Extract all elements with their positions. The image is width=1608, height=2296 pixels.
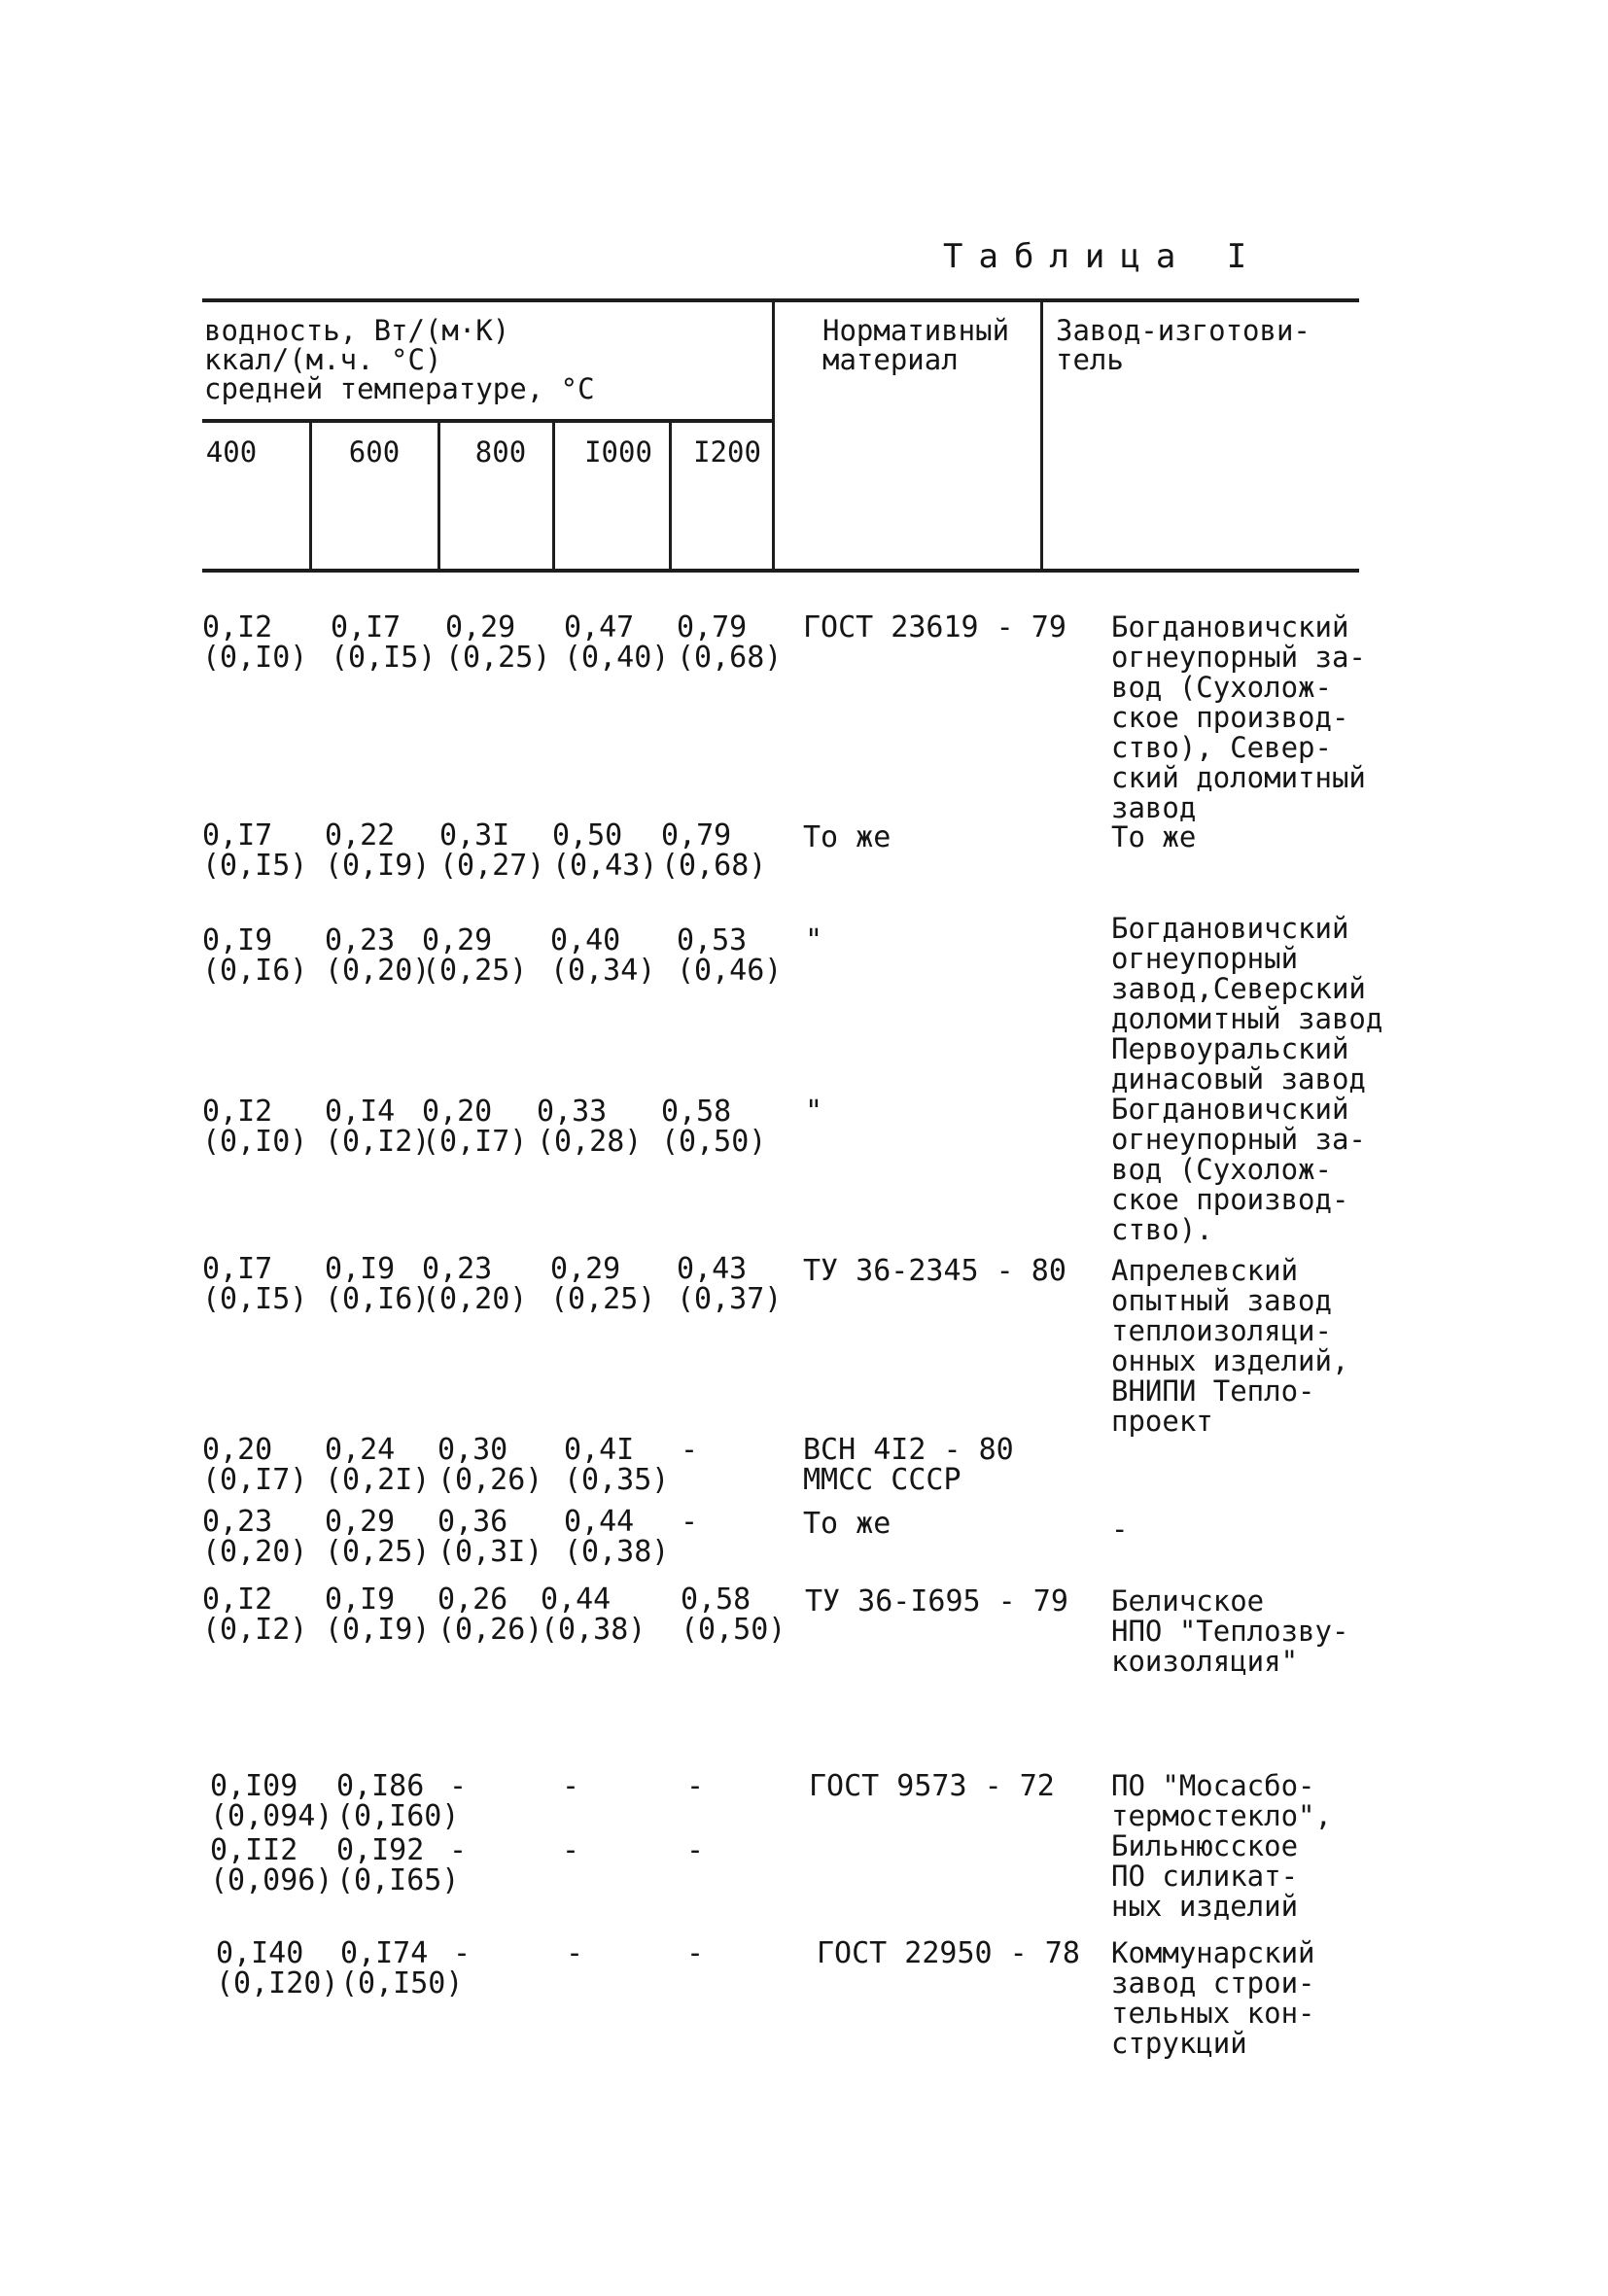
row2-v600: 0,22 (0,I9): [325, 818, 431, 883]
row8-v400: 0,I2 (0,I2): [202, 1583, 308, 1647]
row11-standard: ГОСТ 22950 - 78: [817, 1936, 1080, 1970]
header-subrule: [202, 419, 774, 423]
row7-manufacturer: -: [1111, 1513, 1129, 1546]
row9-v1200: -: [686, 1769, 705, 1803]
row5-v400: 0,I7 (0,I5): [202, 1252, 308, 1316]
row2-v1000: 0,50 (0,43): [552, 818, 658, 883]
row6-v600: 0,24 (0,2I): [325, 1433, 431, 1497]
row3-v1200: 0,53 (0,46): [677, 923, 783, 988]
row5-v1000: 0,29 (0,25): [550, 1252, 656, 1316]
row10-v1200: -: [686, 1833, 705, 1867]
row1-v1200: 0,79 (0,68): [677, 610, 783, 675]
row2-standard: То же: [803, 820, 891, 854]
row3-v1000: 0,40 (0,34): [550, 923, 656, 988]
row11-v400: 0,I40 (0,I20): [216, 1936, 339, 2000]
row8-v1200: 0,58 (0,50): [681, 1583, 787, 1647]
temp-800: 800: [474, 435, 527, 469]
col-rule-1: [309, 419, 312, 571]
row2-v1200: 0,79 (0,68): [661, 818, 767, 883]
row5-standard: ТУ 36-2345 - 80: [803, 1254, 1066, 1288]
row6-v400: 0,20 (0,I7): [202, 1433, 308, 1497]
header-bottom-rule: [202, 569, 1359, 573]
row6-v800: 0,30 (0,26): [437, 1433, 543, 1497]
row9-v600: 0,I86 (0,I60): [336, 1769, 460, 1833]
row5-v1200: 0,43 (0,37): [677, 1252, 783, 1316]
header-top-rule: [202, 298, 1359, 302]
row5-v800: 0,23 (0,20): [422, 1252, 528, 1316]
col-rule-6: [1040, 298, 1043, 571]
row8-standard: ТУ 36-I695 - 79: [805, 1584, 1068, 1618]
row4-v1000: 0,33 (0,28): [537, 1095, 643, 1159]
row11-v800: -: [453, 1936, 472, 1970]
row10-v400: 0,II2 (0,096): [210, 1833, 333, 1897]
row10-v1000: -: [562, 1833, 580, 1867]
row8-v800: 0,26 (0,26): [437, 1583, 543, 1647]
row8-v600: 0,I9 (0,I9): [325, 1583, 431, 1647]
row10-v600: 0,I92 (0,I65): [336, 1833, 460, 1897]
row5-v600: 0,I9 (0,I6): [325, 1252, 431, 1316]
row2-manufacturer: То же: [1111, 820, 1197, 853]
row3-v400: 0,I9 (0,I6): [202, 923, 308, 988]
row9-v400: 0,I09 (0,094): [210, 1769, 333, 1833]
row1-v800: 0,29 (0,25): [445, 610, 551, 675]
temp-600: 600: [348, 435, 401, 469]
row7-v800: 0,36 (0,3I): [437, 1505, 543, 1569]
row7-v600: 0,29 (0,25): [325, 1505, 431, 1569]
temp-1000: I000: [584, 435, 652, 469]
row4-standard: ": [805, 1095, 823, 1129]
row10-v800: -: [449, 1833, 468, 1867]
row4-v800: 0,20 (0,I7): [422, 1095, 528, 1159]
col-rule-5: [772, 298, 775, 571]
row11-v1000: -: [566, 1936, 584, 1970]
row2-v800: 0,3I (0,27): [439, 818, 545, 883]
row11-v600: 0,I74 (0,I50): [340, 1936, 464, 2000]
col-rule-3: [552, 419, 555, 571]
row3-v800: 0,29 (0,25): [422, 923, 528, 988]
row2-v400: 0,I7 (0,I5): [202, 818, 308, 883]
row8-v1000: 0,44 (0,38): [541, 1583, 647, 1647]
row7-v1200: -: [681, 1505, 699, 1539]
row7-v1000: 0,44 (0,38): [564, 1505, 670, 1569]
temp-1200: I200: [693, 435, 761, 469]
row7-v400: 0,23 (0,20): [202, 1505, 308, 1569]
row4-v1200: 0,58 (0,50): [661, 1095, 767, 1159]
row3-manufacturer: Богдановичский огнеупорный завод,Северский доломитный завод Первоуральский динасовый завод: [1111, 912, 1383, 1096]
row11-manufacturer: Коммунарский завод строи- тельных кон- струкций: [1111, 1936, 1315, 2060]
table-caption: Таблица I: [943, 237, 1263, 276]
row5-manufacturer: Апрелевский опытный завод теплоизоляци- онных изделий, ВНИПИ Тепло- проект: [1111, 1254, 1349, 1438]
row1-standard: ГОСТ 23619 - 79: [803, 610, 1066, 644]
header-standard: Нормативный материал: [822, 314, 1010, 376]
row4-v600: 0,I4 (0,I2): [325, 1095, 431, 1159]
row9-manufacturer: ПО "Мосасбо- термостекло", Бильнюсское ПО силикат- ных изделий: [1111, 1769, 1332, 1923]
row1-v1000: 0,47 (0,40): [564, 610, 670, 675]
row6-v1200: -: [681, 1433, 699, 1467]
row9-standard: ГОСТ 9573 - 72: [809, 1769, 1055, 1803]
temp-400: 400: [205, 435, 258, 469]
row1-v600: 0,I7 (0,I5): [331, 610, 437, 675]
row4-manufacturer: Богдановичский огнеупорный за- вод (Сухолож- ское производ- ство).: [1111, 1093, 1366, 1246]
row4-v400: 0,I2 (0,I0): [202, 1095, 308, 1159]
header-manufacturer: Завод-изготови- тель: [1056, 314, 1311, 376]
row9-v1000: -: [562, 1769, 580, 1803]
row7-standard: То же: [803, 1507, 891, 1541]
col-rule-2: [437, 419, 440, 571]
row3-standard: ": [805, 923, 823, 957]
row9-v800: -: [449, 1769, 468, 1803]
row11-v1200: -: [686, 1936, 705, 1970]
row6-v1000: 0,4I (0,35): [564, 1433, 670, 1497]
row8-manufacturer: Беличское НПО "Теплозву- коизоляция": [1111, 1584, 1349, 1678]
col-rule-4: [669, 419, 672, 571]
header-conductivity: водность, Вт/(м·К) ккал/(м.ч. °С) средней температуре, °С: [204, 314, 595, 405]
row3-v600: 0,23 (0,20): [325, 923, 431, 988]
row1-v400: 0,I2 (0,I0): [202, 610, 308, 675]
row1-manufacturer: Богдановичский огнеупорный за- вод (Сухолож- ское производ- ство), Север- ский доломитный завод: [1111, 610, 1366, 824]
row6-standard: ВСН 4I2 - 80 ММСС СССР: [803, 1433, 1014, 1497]
